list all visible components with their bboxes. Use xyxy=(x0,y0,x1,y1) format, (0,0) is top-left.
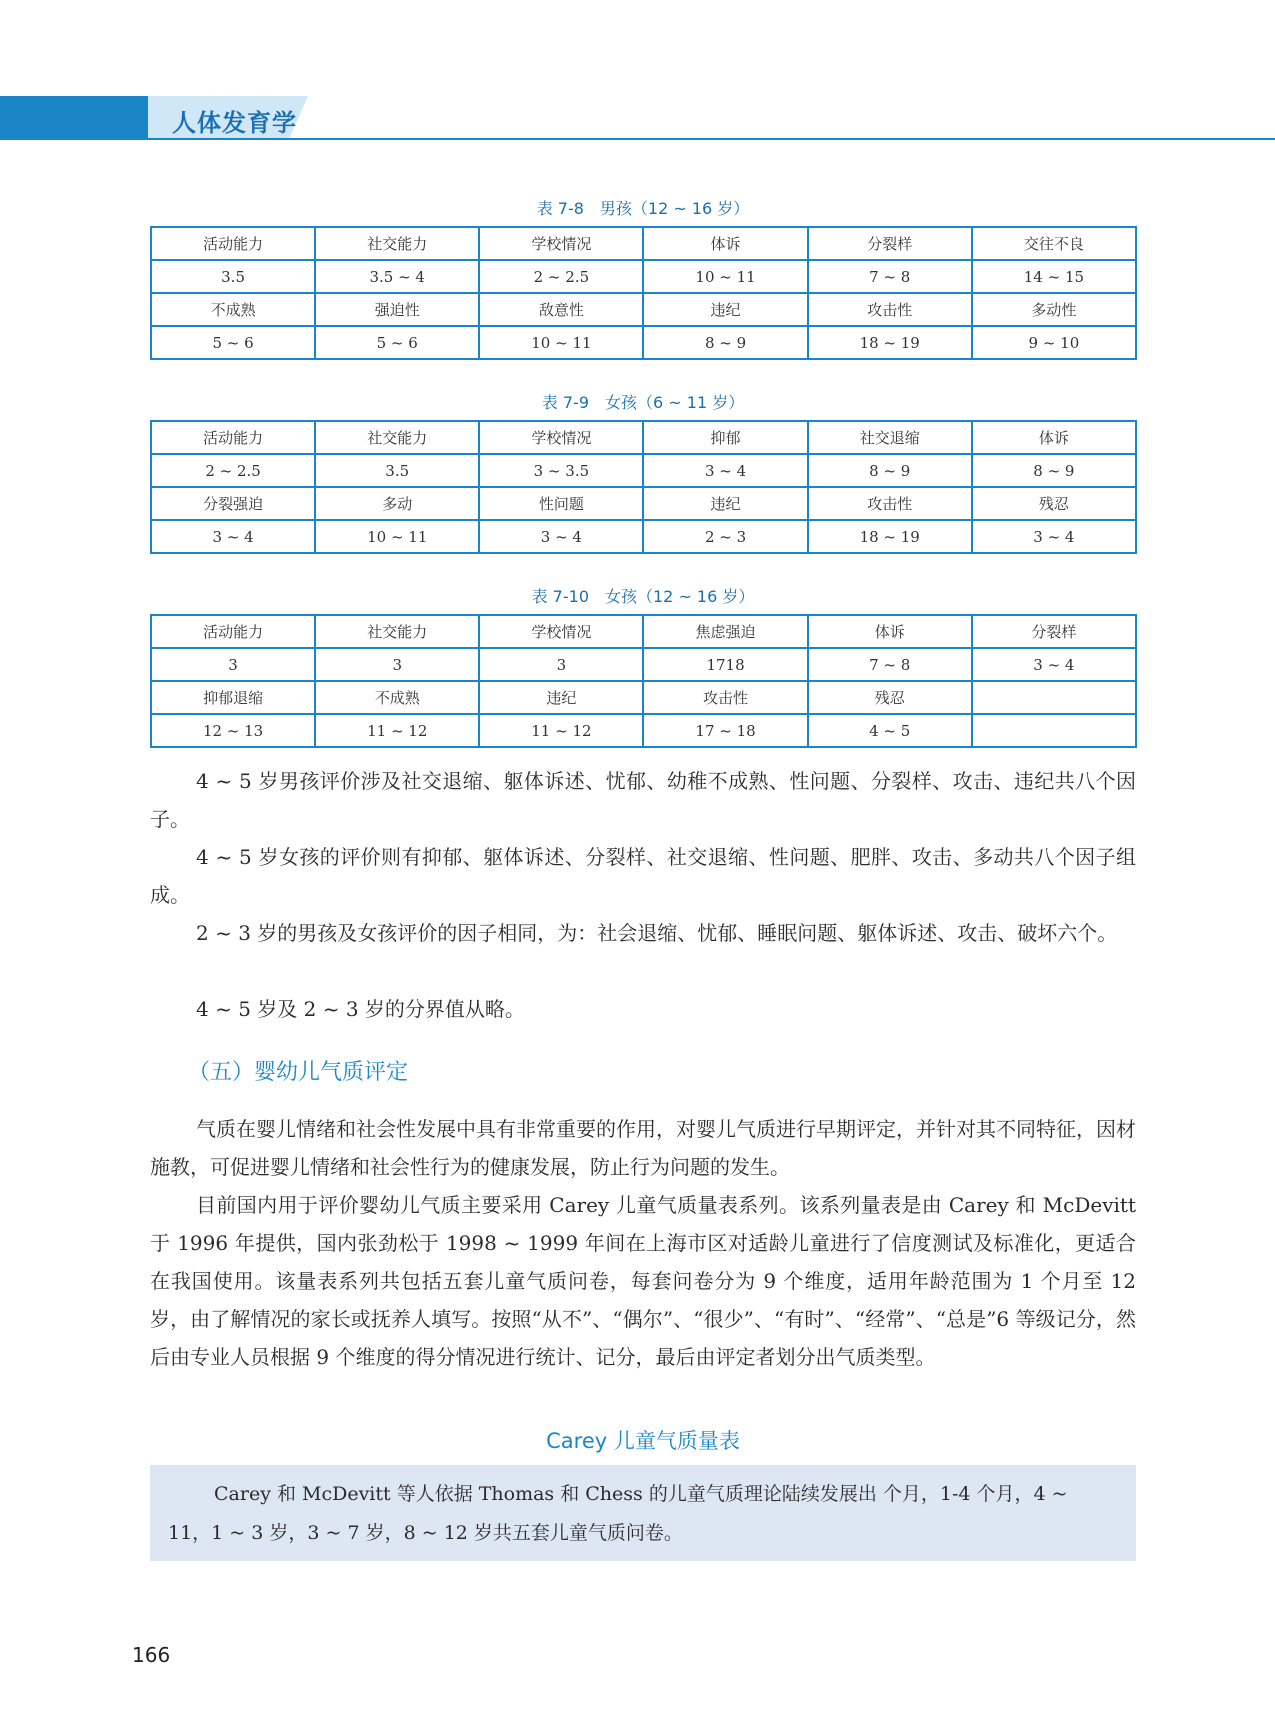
table-row xyxy=(151,714,1136,747)
table-cell: 18 ~ 19 xyxy=(808,520,972,553)
table-cell: 学校情况 xyxy=(479,421,643,454)
table-cell: 分裂样 xyxy=(808,227,972,260)
table-cell: 3.5 xyxy=(151,260,315,293)
table-cell: 抑郁退缩 xyxy=(151,681,315,714)
table-cell: 7 ~ 8 xyxy=(808,260,972,293)
table-row xyxy=(151,681,1136,714)
table-cell: 社交能力 xyxy=(315,227,479,260)
book-title: 人体发育学 xyxy=(172,109,297,137)
table-cell: 11 ~ 12 xyxy=(479,714,643,747)
table-cell: 攻击性 xyxy=(808,293,972,326)
body-paragraph: 气质在婴儿情绪和社会性发展中具有非常重要的作用，对婴儿气质进行早期评定，并针对其不同特征，因材施教，可促进婴儿情绪和社会性行为的健康发展，防止行为问题的发生。 xyxy=(150,1117,1136,1179)
table-cell: 违纪 xyxy=(643,293,807,326)
table-cell: 交往不良 xyxy=(972,227,1136,260)
table-row xyxy=(151,293,1136,326)
table-cell: 3 ~ 3.5 xyxy=(479,454,643,487)
table-caption: 表 7-10 女孩（12 ~ 16 岁） xyxy=(531,587,755,606)
table-cell: 2 ~ 2.5 xyxy=(479,260,643,293)
table-cell: 8 ~ 9 xyxy=(808,454,972,487)
data-table xyxy=(150,420,1137,554)
table-cell: 3 ~ 4 xyxy=(643,454,807,487)
table-cell: 11 ~ 12 xyxy=(315,714,479,747)
body-paragraph: 4 ~ 5 岁女孩的评价则有抑郁、躯体诉述、分裂样、社交退缩、性问题、肥胖、攻击、多动共八个因子组成。 xyxy=(150,845,1136,907)
table-caption: 表 7-8 男孩（12 ~ 16 岁） xyxy=(536,199,750,218)
table-cell: 8 ~ 9 xyxy=(972,454,1136,487)
table-cell: 社交能力 xyxy=(315,615,479,648)
table-cell: 3 ~ 4 xyxy=(972,648,1136,681)
table-cell: 3.5 xyxy=(315,454,479,487)
table-cell: 活动能力 xyxy=(151,227,315,260)
table-cell: 体诉 xyxy=(808,615,972,648)
table-cell: 残忍 xyxy=(972,487,1136,520)
table-cell: 2 ~ 3 xyxy=(643,520,807,553)
table-cell: 不成熟 xyxy=(315,681,479,714)
table-cell: 12 ~ 13 xyxy=(151,714,315,747)
table-cell: 10 ~ 11 xyxy=(643,260,807,293)
note-text: Carey 和 McDevitt 等人依据 Thomas 和 Chess 的儿童气质理论陆续发展出 个月，1-4 个月，4 ~ 11，1 ~ 3 岁，3 ~ 7 岁，8 ~ 12 岁共五套儿童气质问卷。 xyxy=(168,1483,1068,1544)
table-cell: 违纪 xyxy=(479,681,643,714)
table-cell: 社交能力 xyxy=(315,421,479,454)
table-cell: 分裂强迫 xyxy=(151,487,315,520)
section-heading: （五）婴幼儿气质评定 xyxy=(188,1060,409,1085)
table-cell: 3 ~ 4 xyxy=(151,520,315,553)
table-cell: 残忍 xyxy=(808,681,972,714)
table-row xyxy=(151,260,1136,293)
table-cell xyxy=(972,714,1136,747)
page-number: 166 xyxy=(132,1643,171,1667)
table-cell: 3 ~ 4 xyxy=(972,520,1136,553)
table-cell: 学校情况 xyxy=(479,227,643,260)
body-paragraph: 2 ~ 3 岁的男孩及女孩评价的因子相同，为：社会退缩、忧郁、睡眠问题、躯体诉述、攻击、破坏六个。 xyxy=(196,921,1118,945)
table-row xyxy=(151,454,1136,487)
table-cell: 抑郁 xyxy=(643,421,807,454)
table-cell: 焦虑强迫 xyxy=(643,615,807,648)
table-cell: 10 ~ 11 xyxy=(315,520,479,553)
table-cell: 18 ~ 19 xyxy=(808,326,972,359)
table-cell: 攻击性 xyxy=(643,681,807,714)
header-accent-block xyxy=(0,96,163,140)
table-cell: 8 ~ 9 xyxy=(643,326,807,359)
table-cell: 性问题 xyxy=(479,487,643,520)
table-cell: 3 xyxy=(151,648,315,681)
table-cell: 5 ~ 6 xyxy=(151,326,315,359)
table-cell: 敌意性 xyxy=(479,293,643,326)
box-title: Carey 儿童气质量表 xyxy=(546,1429,740,1453)
table-cell: 3.5 ~ 4 xyxy=(315,260,479,293)
table-cell: 9 ~ 10 xyxy=(972,326,1136,359)
table-row xyxy=(151,326,1136,359)
body-paragraph: 目前国内用于评价婴幼儿气质主要采用 Carey 儿童气质量表系列。该系列量表是由 Carey 和 McDevitt 于 1996 年提供，国内张劲松于 1998 ~ 1999 年间在上海市区对适龄儿童进行了信度测试及标准化，更适合在我国使用。该量表系列共包括五套儿童气质问卷，每套问卷分为 9 个维度，适用年龄范围为 1 个月至 12 岁，由了解情况的家长或抚养人填写。按照“从不”、“偶尔”、“很少”、“有时”、“经常”、“总是”6 等级记分，然后由专业人员根据 9 个维度的得分情况进行统计、记分，最后由评定者划分出气质类型。 xyxy=(150,1193,1136,1369)
table-cell: 活动能力 xyxy=(151,421,315,454)
table-cell: 体诉 xyxy=(972,421,1136,454)
table-row xyxy=(151,487,1136,520)
table-row xyxy=(151,615,1136,648)
table-row xyxy=(151,648,1136,681)
table-cell: 强迫性 xyxy=(315,293,479,326)
body-paragraph: 4 ~ 5 岁男孩评价涉及社交退缩、躯体诉述、忧郁、幼稚不成熟、性问题、分裂样、攻击、违纪共八个因子。 xyxy=(150,769,1136,831)
data-table xyxy=(150,614,1137,748)
table-cell: 分裂样 xyxy=(972,615,1136,648)
table-cell: 多动 xyxy=(315,487,479,520)
note-box xyxy=(150,1465,1136,1561)
table-cell: 2 ~ 2.5 xyxy=(151,454,315,487)
table-cell: 违纪 xyxy=(643,487,807,520)
table-cell: 14 ~ 15 xyxy=(972,260,1136,293)
table-row xyxy=(151,227,1136,260)
table-cell: 3 xyxy=(315,648,479,681)
table-cell: 5 ~ 6 xyxy=(315,326,479,359)
table-cell: 攻击性 xyxy=(808,487,972,520)
table-cell: 不成熟 xyxy=(151,293,315,326)
table-cell xyxy=(972,681,1136,714)
table-caption: 表 7-9 女孩（6 ~ 11 岁） xyxy=(541,393,745,412)
table-row xyxy=(151,520,1136,553)
table-cell: 3 ~ 4 xyxy=(479,520,643,553)
data-table xyxy=(150,226,1137,360)
table-cell: 体诉 xyxy=(643,227,807,260)
table-cell: 17 ~ 18 xyxy=(643,714,807,747)
table-cell: 1718 xyxy=(643,648,807,681)
table-cell: 多动性 xyxy=(972,293,1136,326)
table-row xyxy=(151,421,1136,454)
header-rule xyxy=(148,138,1275,140)
table-cell: 3 xyxy=(479,648,643,681)
table-cell: 社交退缩 xyxy=(808,421,972,454)
table-cell: 活动能力 xyxy=(151,615,315,648)
table-cell: 10 ~ 11 xyxy=(479,326,643,359)
table-cell: 7 ~ 8 xyxy=(808,648,972,681)
body-paragraph: 4 ~ 5 岁及 2 ~ 3 岁的分界值从略。 xyxy=(196,997,525,1021)
table-cell: 4 ~ 5 xyxy=(808,714,972,747)
table-cell: 学校情况 xyxy=(479,615,643,648)
